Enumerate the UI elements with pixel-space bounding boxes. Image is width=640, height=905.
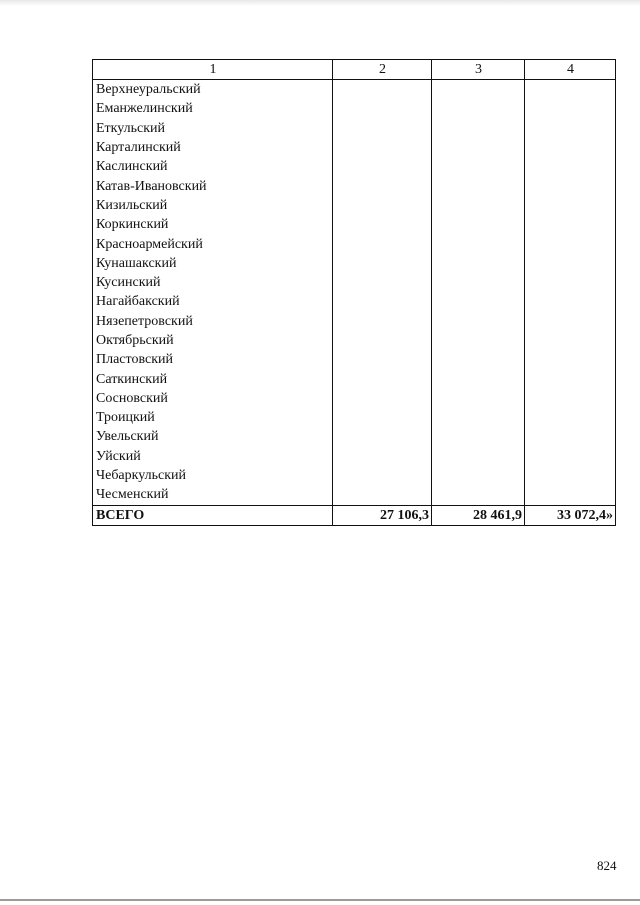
value-cell [432,408,525,427]
value-cell [525,292,616,311]
value-cell [432,99,525,118]
table-row [93,485,616,505]
page-top-shade [0,0,640,6]
value-cell [525,157,616,176]
district-name-cell: Сосновский [93,389,333,408]
value-cell [432,254,525,273]
value-cell [333,119,432,138]
total-value-col3: 28 461,9 [432,505,525,525]
district-name-cell: Чебаркульский [93,466,333,485]
value-cell [333,369,432,388]
district-name-cell: Кунашакский [93,254,333,273]
table-body [93,80,616,506]
district-name-cell: Октябрьский [93,331,333,350]
table-row [93,273,616,292]
district-name-cell: Уйский [93,447,333,466]
page-bottom-rule [0,899,640,901]
district-name-cell: Троицкий [93,408,333,427]
district-name-cell: Увельский [93,427,333,446]
value-cell [525,254,616,273]
value-cell [432,119,525,138]
value-cell [525,215,616,234]
district-name-cell: Пластовский [93,350,333,369]
district-name-cell: Нагайбакский [93,292,333,311]
table-row [93,215,616,234]
value-cell [525,234,616,253]
table-row [93,119,616,138]
value-cell [525,466,616,485]
value-cell [525,176,616,195]
value-cell [432,447,525,466]
total-value-col2: 27 106,3 [333,505,432,525]
value-cell [525,350,616,369]
district-name-cell: Кизильский [93,196,333,215]
table-row [93,254,616,273]
value-cell [432,273,525,292]
value-cell [432,427,525,446]
value-cell [333,447,432,466]
value-cell [525,312,616,331]
value-cell [333,234,432,253]
total-value-col4: 33 072,4» [525,505,616,525]
value-cell [333,254,432,273]
value-cell [525,99,616,118]
table-row [93,99,616,118]
value-cell [432,312,525,331]
value-cell [525,80,616,100]
table-row [93,292,616,311]
value-cell [432,157,525,176]
column-header: 1 [93,60,333,80]
page-number: 824 [597,858,617,873]
value-cell [333,331,432,350]
table-row [93,234,616,253]
district-name-cell: Кусинский [93,273,333,292]
value-cell [432,369,525,388]
value-cell [333,292,432,311]
value-cell [525,485,616,505]
column-header: 2 [333,60,432,80]
value-cell [525,273,616,292]
header-row [93,60,616,80]
table-row [93,331,616,350]
value-cell [525,196,616,215]
column-header: 3 [432,60,525,80]
table-row [93,369,616,388]
table-row [93,350,616,369]
value-cell [333,196,432,215]
value-cell [333,215,432,234]
value-cell [333,389,432,408]
district-name-cell: Катав-Ивановский [93,176,333,195]
value-cell [525,389,616,408]
value-cell [525,138,616,157]
district-name-cell: Красноармейский [93,234,333,253]
district-name-cell: Чесменский [93,485,333,505]
value-cell [432,215,525,234]
value-cell [333,427,432,446]
value-cell [333,157,432,176]
table-row [93,138,616,157]
table-row [93,447,616,466]
value-cell [432,331,525,350]
value-cell [333,273,432,292]
table-row [93,466,616,485]
value-cell [333,138,432,157]
value-cell [525,408,616,427]
value-cell [432,485,525,505]
district-name-cell: Верхнеуральский [93,80,333,100]
district-name-cell: Саткинский [93,369,333,388]
value-cell [333,466,432,485]
value-cell [525,331,616,350]
district-table [92,59,616,526]
value-cell [333,99,432,118]
value-cell [432,196,525,215]
value-cell [432,176,525,195]
value-cell [432,350,525,369]
value-cell [525,369,616,388]
value-cell [333,176,432,195]
value-cell [333,408,432,427]
value-cell [333,80,432,100]
table-row [93,389,616,408]
table-row [93,196,616,215]
district-name-cell: Еткульский [93,119,333,138]
total-row [93,505,616,525]
value-cell [432,234,525,253]
value-cell [525,427,616,446]
value-cell [525,447,616,466]
value-cell [432,138,525,157]
value-cell [525,119,616,138]
column-header: 4 [525,60,616,80]
district-name-cell: Нязепетровский [93,312,333,331]
district-name-cell: Коркинский [93,215,333,234]
district-name-cell: Каслинский [93,157,333,176]
value-cell [432,389,525,408]
table-row [93,427,616,446]
district-name-cell: Еманжелинский [93,99,333,118]
value-cell [432,466,525,485]
value-cell [333,350,432,369]
table-row [93,408,616,427]
table-row [93,176,616,195]
table-row [93,80,616,100]
total-label: ВСЕГО [93,505,333,525]
value-cell [333,312,432,331]
value-cell [432,292,525,311]
value-cell [333,485,432,505]
table-row [93,312,616,331]
value-cell [432,80,525,100]
district-name-cell: Карталинский [93,138,333,157]
table-row [93,157,616,176]
